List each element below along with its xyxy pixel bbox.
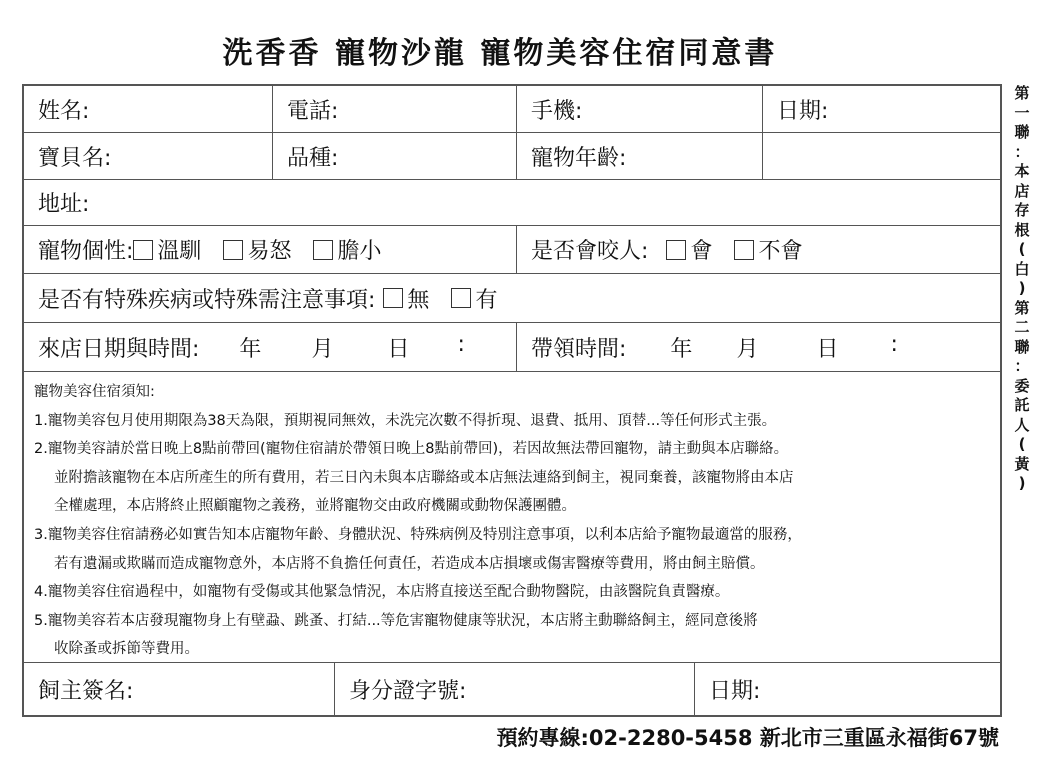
bite-yes-label: 會 <box>690 239 713 264</box>
phone-field[interactable] <box>272 86 516 132</box>
side-char: 委 <box>1014 376 1030 395</box>
pickup-colon: : <box>890 331 898 357</box>
side-char: ( <box>1018 435 1026 453</box>
id-number-label: 身分證字號: <box>349 678 467 704</box>
pet-age-label: 寵物年齡: <box>531 145 627 171</box>
side-char: ) <box>1018 474 1026 492</box>
mobile-label: 手機: <box>531 98 583 124</box>
gentle-checkbox[interactable] <box>133 240 153 260</box>
gentle-option[interactable] <box>133 234 201 265</box>
irritable-checkbox[interactable] <box>223 240 243 260</box>
bite-no-checkbox[interactable] <box>734 240 754 260</box>
side-char: 託 <box>1014 396 1030 414</box>
row-times <box>24 323 1000 372</box>
arrival-year-label: 年 <box>239 336 262 362</box>
arrival-label: 來店日期與時間: <box>38 336 200 362</box>
special-has-checkbox[interactable] <box>451 288 471 308</box>
sign-date-field[interactable] <box>694 663 1000 715</box>
pickup-label: 帶領時間: <box>531 336 627 362</box>
pickup-year-label: 年 <box>670 336 693 362</box>
timid-checkbox[interactable] <box>313 240 333 260</box>
breed-label: 品種: <box>287 145 339 171</box>
mobile-field[interactable] <box>516 86 762 132</box>
notice-section <box>24 372 1000 663</box>
owner-signature-label: 飼主簽名: <box>38 678 134 704</box>
pet-age-field[interactable] <box>516 133 762 179</box>
side-char: 存 <box>1014 201 1030 219</box>
side-char: 第 <box>1014 298 1030 317</box>
bite-yes-checkbox[interactable] <box>666 240 686 260</box>
row-temperament <box>24 226 1000 274</box>
row-address <box>24 180 1000 226</box>
phone-label: 電話: <box>287 98 339 124</box>
pickup-field[interactable] <box>516 323 1000 371</box>
notice-line: 若有遺漏或欺瞞而造成寵物意外，本店將不負擔任何責任，若造成本店損壞或傷害醫療等費用，將由飼主賠償。 <box>54 555 765 572</box>
side-char: ) <box>1018 279 1026 297</box>
consent-form <box>22 84 1002 717</box>
address-field[interactable] <box>24 180 1000 225</box>
personality-field <box>24 226 516 273</box>
date-field[interactable] <box>762 86 1000 132</box>
bite-label: 是否會咬人: <box>531 239 649 264</box>
document-title: 洗香香 寵物沙龍 寵物美容住宿同意書 <box>222 36 778 71</box>
irritable-label: 易怒 <box>247 239 292 264</box>
side-char: 聯 <box>1014 123 1030 141</box>
row-signature <box>24 663 1000 715</box>
copy-designation-vertical <box>1012 84 1032 494</box>
notice-line: 收除蚤或拆節等費用。 <box>54 641 199 658</box>
bite-no-option[interactable] <box>734 234 802 265</box>
address-label: 地址: <box>38 192 90 217</box>
pickup-month-label: 月 <box>736 336 759 362</box>
side-char: 第 <box>1014 84 1030 102</box>
gentle-label: 溫馴 <box>157 239 202 264</box>
pickup-day-label: 日 <box>816 336 839 362</box>
bite-yes-option[interactable] <box>666 234 712 265</box>
side-char: 根 <box>1014 220 1030 239</box>
side-char: 白 <box>1014 259 1030 278</box>
blank-field[interactable] <box>762 133 1000 179</box>
arrival-field[interactable] <box>24 323 516 371</box>
timid-label: 膽小 <box>337 239 382 264</box>
side-char: 一 <box>1014 103 1030 122</box>
notice-line: 4.寵物美容住宿過程中，如寵物有受傷或其他緊急情況，本店將直接送至配合動物醫院，由該醫院負責醫療。 <box>34 584 730 601</box>
side-char: 店 <box>1014 181 1030 200</box>
pet-name-label: 寶貝名: <box>38 145 112 171</box>
personality-label: 寵物個性: <box>38 239 134 264</box>
side-char: ( <box>1018 240 1026 258</box>
row-contact <box>24 86 1000 133</box>
special-none-label: 無 <box>407 287 430 313</box>
arrival-month-label: 月 <box>311 336 334 362</box>
breed-field[interactable] <box>272 133 516 179</box>
arrival-day-label: 日 <box>387 336 410 362</box>
notice-line: 5.寵物美容若本店發現寵物身上有壁蝨、跳蚤、打結...等危害寵物健康等狀況，本店將主動聯絡飼主，經同意後將 <box>34 612 758 629</box>
side-char: 人 <box>1014 415 1030 434</box>
side-char: 本 <box>1014 162 1030 180</box>
contact-footer: 預約專線:02-2280-5458 新北市三重區永福街67號 <box>496 726 999 750</box>
bite-no-label: 不會 <box>758 239 803 264</box>
arrival-colon: : <box>457 331 465 357</box>
sign-date-label: 日期: <box>709 678 761 704</box>
owner-signature-field[interactable] <box>24 663 334 715</box>
date-label: 日期: <box>777 98 829 124</box>
notice-line: 1.寵物美容包月使用期限為38天為限，預期視同無效，未洗完次數不得折現、退費、抵用、頂替...等任何形式主張。 <box>34 412 777 429</box>
side-char: ： <box>1014 357 1030 375</box>
name-field[interactable] <box>24 86 272 132</box>
side-char: ： <box>1014 142 1030 161</box>
special-has-option[interactable] <box>451 283 497 314</box>
side-char: 聯 <box>1014 337 1030 356</box>
notice-line: 全權處理，本店將終止照顧寵物之義務，並將寵物交由政府機關或動物保護團體。 <box>54 498 576 515</box>
special-none-checkbox[interactable] <box>383 288 403 308</box>
row-special <box>24 274 1000 323</box>
id-number-field[interactable] <box>334 663 694 715</box>
notice-line: 並附擔該寵物在本店所產生的所有費用，若三日內未與本店聯絡或本店無法連絡到飼主，視同棄養，該寵物將由本店 <box>54 469 794 486</box>
pet-name-field[interactable] <box>24 133 272 179</box>
timid-option[interactable] <box>313 234 381 265</box>
side-char: 二 <box>1014 318 1030 336</box>
row-pet <box>24 133 1000 180</box>
special-field <box>24 274 1000 322</box>
notice-line: 2.寵物美容請於當日晚上8點前帶回(寵物住宿請於帶領日晚上8點前帶回)，若因故無法帶回寵物，請主動與本店聯絡。 <box>34 441 789 458</box>
name-label: 姓名: <box>38 98 90 124</box>
special-label: 是否有特殊疾病或特殊需注意事項: <box>38 287 376 313</box>
bite-field <box>516 226 1000 273</box>
notice-heading: 寵物美容住宿須知: <box>34 384 155 400</box>
side-char: 黃 <box>1014 454 1030 473</box>
special-has-label: 有 <box>475 287 498 313</box>
special-none-option[interactable] <box>383 283 429 314</box>
notice-line: 3.寵物美容住宿請務必如實告知本店寵物年齡、身體狀況、特殊病例及特別注意事項，以利本店給予寵物最適當的服務， <box>34 526 802 543</box>
irritable-option[interactable] <box>223 234 291 265</box>
